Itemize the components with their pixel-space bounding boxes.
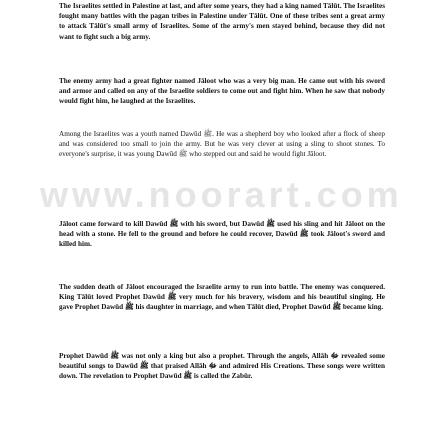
paragraph-3: Among the Israelites was a youth named Dawūd ﷺ. He was a shepherd boy who looked after a flock of sheep and was considered too small to join the army. But he was very clever at using a sling to shoot stones. To everyone's surprise, it was young Dawūd ﷺ who stepped out and said he would fight Jāloot. xyxy=(59,130,385,159)
paragraph-6: Prophet Dawūd ﷺ was not only a king but also a prophet. Through the angels, Allāh ﷻ revealed some beautiful songs to Dawūd ﷺ that praised Allāh ﷻ and admired His Creations. These songs were written down. The revelation to Prophet Dawūd ﷺ is called the Zabūr. xyxy=(59,352,385,381)
paragraph-1: The Israelites settled in Palestine at last, and after some years, they had a king named Tālūt. The Israelites fought many battles with the pagan tribes in Palestine under Tālūt. One of these tribes sent a great army to attack Tālūt's small army of Israelites. Some of the army's men stayed behind, because they did not want to fight such a big army. xyxy=(59,2,385,41)
paragraph-5: The sudden death of Jāloot encouraged the Israelite army to run into battle. The enemy was conquered. King Tālūt loved Prophet Dawūd ﷺ very much for his bravery, wisdom and his beautiful singing. He gave Prophet Dawūd ﷺ his daughter in marriage, and when Tālūt died, Prophet Dawūd ﷺ became king. xyxy=(59,283,385,312)
watermark: www.noorart.com xyxy=(40,174,403,215)
paragraph-2: The enemy army had a great fighter named Jāloot who was a very big man. He came out with his sword and armor and called on any of the Israelite soldiers to come out and fight him. When he saw that nobody would fight him, he laughed at the Israelites. xyxy=(59,77,385,106)
paragraph-4: Jāloot came forward to kill Dawūd ﷺ with his sword, but Dawūd ﷺ used his sling and hit Jāloot on the head with a stone. He fell to the ground and before he could recover, Dawūd ﷺ took Jāloot's sword and killed him. xyxy=(59,220,386,249)
